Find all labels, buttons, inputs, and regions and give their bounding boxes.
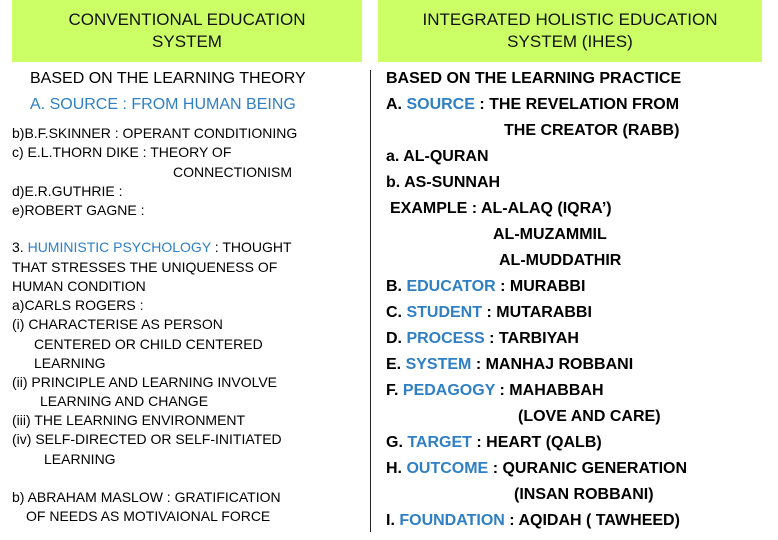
- right-c-line: [386, 304, 592, 322]
- right-g-prefix: G.: [386, 434, 403, 451]
- right-h-rest: : QURANIC GENERATION: [492, 460, 688, 477]
- right-a-rest: : THE REVELATION FROM: [479, 96, 680, 113]
- right-a-prefix: A.: [386, 96, 402, 113]
- right-ex3: AL-MUDDATHIR: [499, 252, 622, 269]
- left-h8: (ii) PRINCIPLE AND LEARNING INVOLVE: [12, 374, 278, 390]
- right-h-prefix: H.: [386, 460, 402, 477]
- left-h5: (i) CHARACTERISE AS PERSON: [12, 316, 223, 332]
- left-h10: (iii) THE LEARNING ENVIRONMENT: [12, 412, 246, 428]
- right-a-line: [386, 96, 679, 114]
- left-humanistic-num: 3.: [12, 239, 24, 255]
- right-d-prefix: D.: [386, 330, 402, 347]
- right-e-term: SYSTEM: [405, 356, 472, 373]
- ihes-title-line-2: SYSTEM (IHES): [507, 32, 633, 51]
- right-a-cont: THE CREATOR (RABB): [504, 122, 680, 139]
- conventional-header: [12, 0, 362, 62]
- right-example: EXAMPLE : AL-ALAQ (IQRA’): [390, 200, 612, 217]
- left-h7: LEARNING: [34, 355, 106, 371]
- right-b-term: EDUCATOR: [406, 278, 496, 295]
- left-basis: BASED ON THE LEARNING THEORY: [30, 70, 306, 87]
- right-e-rest: : MANHAJ ROBBANI: [475, 356, 634, 373]
- left-humanistic-rest: : THOUGHT: [214, 239, 292, 255]
- right-f-cont: (LOVE AND CARE): [518, 408, 661, 425]
- left-source-line: [30, 96, 296, 114]
- conventional-title-line-2: SYSTEM: [152, 32, 222, 51]
- right-i-term: FOUNDATION: [399, 512, 505, 529]
- left-maslow-1: b) ABRAHAM MASLOW : GRATIFICATION: [12, 489, 281, 505]
- right-g-rest: : HEART (QALB): [476, 434, 602, 451]
- right-h-cont: (INSAN ROBBANI): [514, 486, 654, 503]
- right-g-line: [386, 434, 602, 452]
- left-source-prefix: A.: [30, 96, 46, 113]
- right-i-rest: : AQIDAH ( TAWHEED): [509, 512, 680, 529]
- left-h2: THAT STRESSES THE UNIQUENESS OF: [12, 259, 278, 275]
- left-maslow-2: OF NEEDS AS MOTIVAIONAL FORCE: [26, 508, 271, 524]
- left-h9: LEARNING AND CHANGE: [40, 393, 209, 409]
- right-d-term: PROCESS: [406, 330, 485, 347]
- right-c-prefix: C.: [386, 304, 402, 321]
- left-h3: HUMAN CONDITION: [12, 278, 146, 294]
- right-c-term: STUDENT: [406, 304, 483, 321]
- right-h-line: [386, 460, 687, 478]
- left-guthrie: d)E.R.GUTHRIE :: [12, 183, 123, 199]
- left-humanistic-term: HUMINISTIC PSYCHOLOGY: [27, 239, 211, 255]
- left-thorndike-cont: CONNECTIONISM: [173, 164, 292, 180]
- right-f-line: [386, 382, 604, 400]
- ihes-title-line-1: INTEGRATED HOLISTIC EDUCATION: [422, 10, 718, 29]
- left-h4: a)CARLS ROGERS :: [12, 297, 144, 313]
- right-e-line: [386, 356, 633, 374]
- right-ex2: AL-MUZAMMIL: [493, 226, 607, 243]
- right-f-term: PEDAGOGY: [402, 382, 496, 399]
- right-a-term: SOURCE: [406, 96, 475, 113]
- right-a1: a. AL-QURAN: [386, 148, 489, 165]
- right-i-line: [386, 512, 680, 530]
- left-h11: (iv) SELF-DIRECTED OR SELF-INITIATED: [12, 431, 282, 447]
- left-source: SOURCE : FROM HUMAN BEING: [49, 96, 296, 113]
- right-f-rest: : MAHABBAH: [499, 382, 604, 399]
- left-humanistic-line: [12, 238, 292, 256]
- right-h-term: OUTCOME: [406, 460, 489, 477]
- right-g-term: TARGET: [407, 434, 472, 451]
- left-gagne: e)ROBERT GAGNE :: [12, 202, 145, 218]
- column-divider: [370, 70, 371, 532]
- right-i-prefix: I.: [386, 512, 395, 529]
- right-b-line: [386, 278, 585, 296]
- conventional-title-line-1: CONVENTIONAL EDUCATION: [68, 10, 306, 29]
- left-thorndike: c) E.L.THORN DIKE : THEORY OF: [12, 144, 232, 160]
- right-basis: BASED ON THE LEARNING PRACTICE: [386, 70, 682, 87]
- left-h12: LEARNING: [44, 451, 116, 467]
- right-e-prefix: E.: [386, 356, 402, 373]
- right-a2: b. AS-SUNNAH: [386, 174, 501, 191]
- right-b-prefix: B.: [386, 278, 402, 295]
- ihes-header: [378, 0, 762, 62]
- left-h6: CENTERED OR CHILD CENTERED: [34, 336, 263, 352]
- right-d-rest: : TARBIYAH: [489, 330, 579, 347]
- right-f-prefix: F.: [386, 382, 399, 399]
- right-c-rest: : MUTARABBI: [486, 304, 592, 321]
- right-d-line: [386, 330, 579, 348]
- right-b-rest: : MURABBI: [500, 278, 586, 295]
- left-skinner: b)B.F.SKINNER : OPERANT CONDITIONING: [12, 125, 298, 141]
